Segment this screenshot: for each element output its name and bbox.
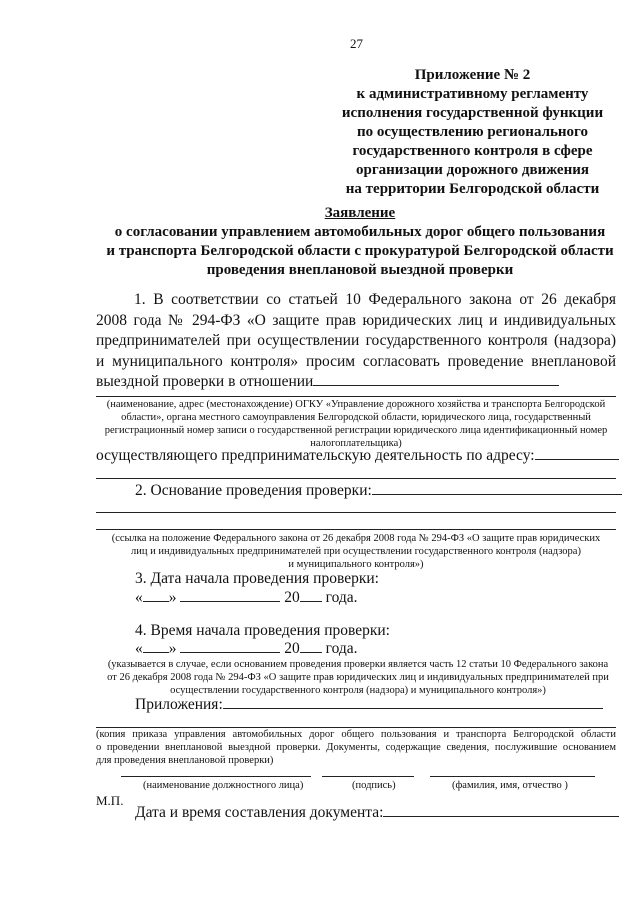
item4-note	[96, 658, 620, 697]
day-field[interactable]	[143, 640, 169, 653]
item3-date	[135, 589, 358, 607]
appendix-line: исполнения государственной функции	[341, 105, 604, 121]
attachments-line	[135, 696, 603, 714]
note-line: осуществлении государственного контроля (надзора) и муниципального контроля»)	[170, 685, 546, 696]
appendix-line: по осуществлению регионального	[356, 124, 588, 140]
note-line: от 26 декабря 2008 года № 294-ФЗ «О защите прав юридических лиц и индивидуальных предпринимателей при	[107, 672, 609, 683]
quote-open: «	[135, 640, 143, 657]
month-field[interactable]	[180, 640, 280, 653]
item1-line: 2008 года № 294-ФЗ «О защите прав юридических лиц и индивидуальных	[96, 311, 616, 329]
basis-field-line[interactable]	[96, 512, 616, 513]
position-caption: (наименование должностного лица)	[143, 780, 304, 791]
address-field[interactable]	[535, 447, 619, 460]
statement-block	[80, 204, 640, 280]
item2-label: 2. Основание проведения проверки:	[135, 482, 372, 499]
appendix-line: государственного контроля в сфере	[352, 143, 593, 159]
item4-date	[135, 640, 358, 658]
item1-last-line-text: выездной проверки в отношении	[96, 373, 314, 390]
quote-close: »	[168, 640, 177, 657]
note-line: для проведения внеплановой проверки)	[96, 755, 274, 766]
name-field-line[interactable]	[430, 776, 595, 777]
date-time-label: Дата и время составления документа:	[135, 804, 384, 821]
note-line: регистрационный номер записи о государственной регистрации юридического лица идентификационный номер	[104, 425, 608, 436]
item1-line: и муниципального контроля» просим согласовать проведение внеплановой	[96, 352, 616, 370]
month-field[interactable]	[180, 589, 280, 602]
item1-line: предпринимателей при осуществлении государственного контроля (надзора)	[96, 332, 616, 349]
year-field[interactable]	[300, 589, 322, 602]
item1-body	[96, 290, 616, 393]
statement-line: о согласовании управлением автомобильных дорог общего пользования	[114, 224, 606, 240]
signature-caption: (подпись)	[352, 780, 396, 791]
appendix-block	[330, 66, 615, 199]
subject-field[interactable]	[313, 373, 559, 386]
attachments-label: Приложения:	[135, 696, 223, 713]
year-prefix: 20	[284, 640, 300, 657]
year-field[interactable]	[300, 640, 322, 653]
statement-line: проведения внеплановой выездной проверки	[206, 262, 514, 278]
address-label: осуществляющего предпринимательскую деятельность по адресу:	[96, 447, 535, 464]
position-field-line[interactable]	[121, 776, 311, 777]
subject-field-line[interactable]	[96, 396, 616, 397]
page-number: 27	[350, 36, 363, 51]
attachments-note	[96, 728, 616, 767]
basis-field[interactable]	[372, 482, 622, 495]
stamp-label: М.П.	[96, 793, 124, 808]
appendix-title: Приложение № 2	[414, 67, 531, 83]
year-suffix: года.	[325, 640, 358, 657]
item3-label: 3. Дата начала проведения проверки:	[135, 570, 379, 587]
statement-title: Заявление	[324, 205, 396, 221]
note-line: (ссылка на положение Федерального закона от 26 декабря 2008 года № 294-ФЗ «О защите прав юридических	[111, 533, 601, 544]
name-caption: (фамилия, имя, отчество )	[452, 780, 568, 791]
year-suffix: года.	[325, 589, 358, 606]
item1-note	[96, 398, 616, 450]
quote-close: »	[168, 589, 177, 606]
item1-last-line	[96, 372, 616, 393]
appendix-line: на территории Белгородской области	[345, 181, 600, 197]
note-line: (указывается в случае, если основанием проведения проверки является часть 12 статьи 10 Федерального закона	[107, 659, 609, 670]
note-line: (наименование, адрес (местонахождение) ОГКУ «Управление дорожного хозяйства и транспорта Белгородской	[106, 399, 606, 410]
attachments-field[interactable]	[223, 696, 603, 709]
item2-line	[135, 482, 622, 500]
basis-field-line[interactable]	[96, 529, 616, 530]
note-line: о проведении внеплановой выездной проверки. Документы, содержащие сведения, послужившие основанием	[96, 742, 616, 753]
note-line: (копия приказа управления автомобильных дорог общего пользования и транспорта Белгородской области	[96, 729, 616, 740]
note-line: лиц и индивидуальных предпринимателей при осуществлении государственного контроля (надзора)	[131, 546, 581, 557]
address-field-line[interactable]	[96, 478, 616, 479]
item4-label: 4. Время начала проведения проверки:	[135, 622, 390, 639]
statement-line: и транспорта Белгородской области с прокуратурой Белгородской области	[106, 243, 614, 259]
year-prefix: 20	[284, 589, 300, 606]
signature-field-line[interactable]	[322, 776, 414, 777]
item1-line: 1. В соответствии со статьей 10 Федерального закона от 26 декабря	[134, 291, 616, 308]
item2-note	[96, 532, 616, 571]
quote-open: «	[135, 589, 143, 606]
note-line: и муниципального контроля»)	[288, 559, 424, 570]
note-line: налогоплательщика)	[310, 438, 402, 449]
date-time-line	[135, 804, 619, 822]
address-line	[96, 447, 619, 465]
appendix-line: организации дорожного движения	[356, 162, 589, 178]
note-line: области», органа местного самоуправления Белгородской области, юридического лица, государственный	[121, 412, 591, 423]
date-time-field[interactable]	[383, 804, 619, 817]
day-field[interactable]	[143, 589, 169, 602]
appendix-line: к административному регламенту	[356, 86, 589, 102]
